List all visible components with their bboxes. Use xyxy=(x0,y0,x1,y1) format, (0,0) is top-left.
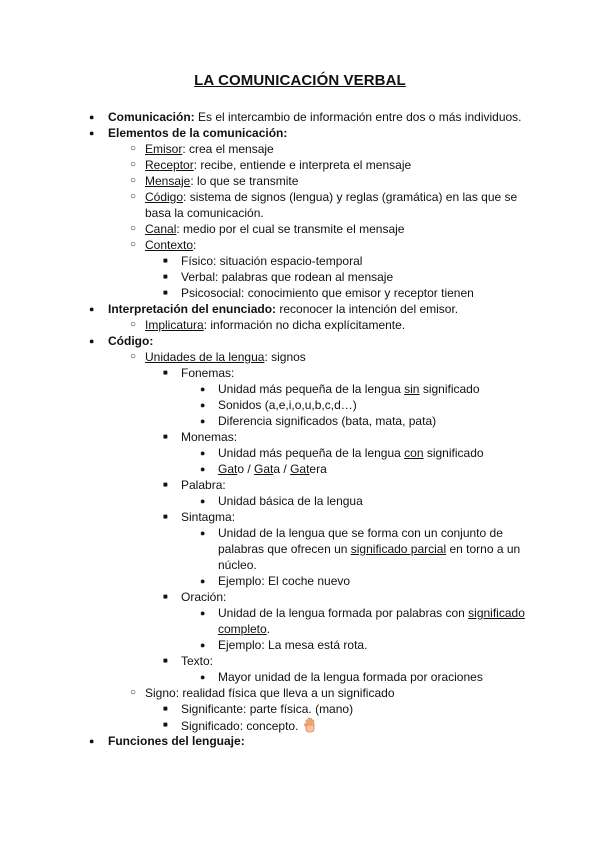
text-part: o / xyxy=(237,462,255,476)
list-item xyxy=(0,653,600,669)
text-part: Unidad más pequeña de la lengua xyxy=(218,382,405,396)
list-text: Sintagma: xyxy=(181,510,236,524)
text-part: Unidad más pequeña de la lengua xyxy=(218,446,405,460)
bullet: ■ xyxy=(163,272,168,281)
list-text: Significado: concepto. xyxy=(181,719,299,734)
list-text: Monemas: xyxy=(181,430,238,444)
term: Mensaje xyxy=(145,174,191,188)
term: Canal xyxy=(145,222,177,236)
list-item xyxy=(0,509,600,525)
definition: : xyxy=(193,238,197,252)
list-item xyxy=(0,717,600,733)
term: Elementos de la comunicación: xyxy=(108,126,288,140)
text-part: . xyxy=(266,622,271,636)
list-text: Mayor unidad de la lengua formada por oraciones xyxy=(218,670,483,684)
term: Funciones del lenguaje: xyxy=(108,734,245,748)
bullet: ■ xyxy=(163,704,168,713)
bullet: ● xyxy=(200,528,206,538)
list-item xyxy=(0,733,600,749)
bullet: ● xyxy=(200,608,206,618)
list-item xyxy=(0,445,600,461)
emphasis: significado completo xyxy=(218,606,525,636)
bullet: ○ xyxy=(130,159,137,170)
definition: : sistema de signos (lengua) y reglas (gramática) en las que se basa la comunicación. xyxy=(145,190,518,220)
list-text: Significante: parte física. (mano) xyxy=(181,702,354,716)
bullet: ○ xyxy=(130,175,137,186)
bullet: ■ xyxy=(163,480,168,489)
list-item xyxy=(0,173,600,189)
bullet: ■ xyxy=(163,288,168,297)
bullet: ● xyxy=(89,736,95,746)
list-text: Físico: situación espacio-temporal xyxy=(181,254,363,268)
bullet: ● xyxy=(200,640,206,650)
term: Receptor xyxy=(145,158,194,172)
bullet: ○ xyxy=(130,351,137,362)
list-text: Ejemplo: La mesa está rota. xyxy=(218,638,368,652)
bullet: ■ xyxy=(163,592,168,601)
emphasis: con xyxy=(404,446,424,460)
outline-list xyxy=(0,109,600,749)
text-part: era xyxy=(309,462,327,476)
list-text: Palabra: xyxy=(181,478,226,492)
emphasis: Gat xyxy=(218,462,238,476)
bullet: ● xyxy=(200,576,206,586)
list-item xyxy=(0,477,600,493)
bullet: ● xyxy=(200,400,206,410)
list-item xyxy=(0,349,600,365)
definition: Es el intercambio de información entre dos o más individuos. xyxy=(194,110,522,124)
term: Código xyxy=(145,190,184,204)
bullet: ● xyxy=(200,384,206,394)
list-item xyxy=(0,269,600,285)
emphasis: Gat xyxy=(254,462,274,476)
bullet: ○ xyxy=(130,191,137,202)
definition: : recibe, entiende e interpreta el mensaje xyxy=(193,158,412,172)
list-item xyxy=(0,141,600,157)
text-part: Unidad de la lengua que se forma con un conjunto de palabras que ofrecen un xyxy=(218,526,503,556)
bullet: ● xyxy=(200,496,206,506)
definition: : crea el mensaje xyxy=(182,142,274,156)
list-item xyxy=(0,397,600,413)
list-item xyxy=(0,429,600,445)
list-item xyxy=(0,381,600,397)
bullet: ■ xyxy=(163,720,168,729)
bullet: ○ xyxy=(130,319,137,330)
list-item xyxy=(0,461,600,477)
list-text: Sonidos (a,e,i,o,u,b,c,d…) xyxy=(218,398,357,412)
bullet: ● xyxy=(200,448,206,458)
definition: reconocer la intención del emisor. xyxy=(276,302,459,316)
emphasis: sin xyxy=(404,382,420,396)
list-item xyxy=(0,285,600,301)
bullet: ● xyxy=(89,336,95,346)
emphasis: significado parcial xyxy=(350,542,447,556)
definition: : información no dicha explícitamente. xyxy=(203,318,406,332)
list-item xyxy=(0,365,600,381)
list-item xyxy=(0,685,600,701)
list-item xyxy=(0,493,600,509)
list-item xyxy=(0,221,600,237)
term: Contexto xyxy=(145,238,194,252)
list-text: Verbal: palabras que rodean al mensaje xyxy=(181,270,394,284)
definition: : medio por el cual se transmite el mensaje xyxy=(176,222,405,236)
list-text: Unidad básica de la lengua xyxy=(218,494,363,508)
list-item xyxy=(0,637,600,653)
bullet: ■ xyxy=(163,512,168,521)
list-item xyxy=(0,189,600,221)
list-item xyxy=(0,573,600,589)
bullet: ■ xyxy=(163,256,168,265)
list-item xyxy=(0,333,600,349)
list-item xyxy=(0,125,600,141)
text-part: significado xyxy=(423,446,484,460)
bullet: ○ xyxy=(130,143,137,154)
text-part: en torno a un núcleo. xyxy=(218,542,521,572)
term: Implicatura xyxy=(145,318,204,332)
list-item xyxy=(0,525,600,573)
list-item xyxy=(0,301,600,317)
text-part: significado xyxy=(419,382,480,396)
bullet: ○ xyxy=(130,239,137,250)
bullet: ● xyxy=(200,672,206,682)
emphasis: Gat xyxy=(290,462,310,476)
list-item xyxy=(0,589,600,605)
bullet: ● xyxy=(200,464,206,474)
bullet: ■ xyxy=(163,656,168,665)
page-title: LA COMUNICACIÓN VERBAL xyxy=(194,72,406,89)
list-text: Diferencia significados (bata, mata, pata) xyxy=(218,414,437,428)
term: Unidades de la lengua xyxy=(145,350,265,364)
term: Interpretación del enunciado: xyxy=(108,302,277,316)
definition: : lo que se transmite xyxy=(190,174,299,188)
text-part: a / xyxy=(273,462,291,476)
bullet: ● xyxy=(200,416,206,426)
list-text: Signo: realidad física que lleva a un significado xyxy=(145,686,395,700)
list-item xyxy=(0,253,600,269)
list-item xyxy=(0,669,600,685)
list-item xyxy=(0,109,600,125)
definition: : signos xyxy=(264,350,306,364)
term: Comunicación: xyxy=(108,110,195,124)
list-text: Fonemas: xyxy=(181,366,235,380)
list-item xyxy=(0,701,600,717)
list-item xyxy=(0,237,600,253)
bullet: ● xyxy=(89,112,95,122)
list-text: Ejemplo: El coche nuevo xyxy=(218,574,351,588)
term: Emisor xyxy=(145,142,183,156)
list-item xyxy=(0,605,600,637)
list-text: Oración: xyxy=(181,590,227,604)
bullet: ■ xyxy=(163,432,168,441)
bullet: ● xyxy=(89,304,95,314)
bullet: ○ xyxy=(130,687,137,698)
list-item xyxy=(0,157,600,173)
bullet: ■ xyxy=(163,368,168,377)
list-item xyxy=(0,413,600,429)
bullet: ● xyxy=(89,128,95,138)
list-text: Psicosocial: conocimiento que emisor y receptor tienen xyxy=(181,286,474,300)
list-text: Texto: xyxy=(181,654,214,668)
text-part: Unidad de la lengua formada por palabras con xyxy=(218,606,469,620)
bullet: ○ xyxy=(130,223,137,234)
list-item xyxy=(0,317,600,333)
term: Código: xyxy=(108,334,154,348)
